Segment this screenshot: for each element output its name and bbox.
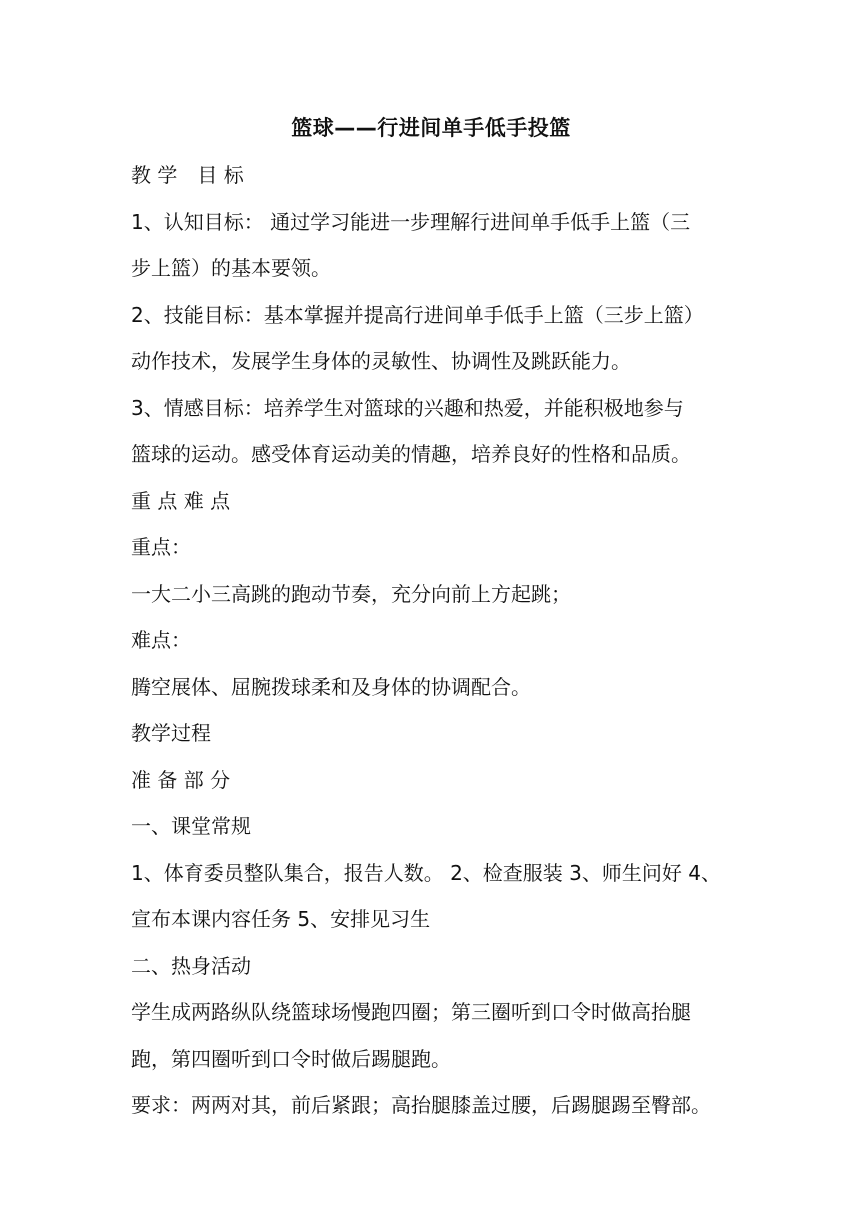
paragraph-line: 动作技术，发展学生身体的灵敏性、协调性及跳跃能力。 [131,349,631,373]
paragraph-line: 跑，第四圈听到口令时做后踢腿跑。 [131,1046,451,1071]
paragraph-line: 要求：两两对其，前后紧跟；高抬腿膝盖过腰，后踢腿踢至臀部。 [131,1093,711,1117]
paragraph-line: 难点： [131,628,191,652]
paragraph-line: 一、课堂常规 [131,814,251,838]
document-title: 篮球——行进间单手低手投篮 [291,116,571,140]
paragraph-line: 学生成两路纵队绕篮球场慢跑四圈；第三圈听到口令时做高抬腿 [131,1000,691,1024]
section-heading-preparation: 准 备 部 分 [131,767,231,792]
paragraph-line: 1、体育委员整队集合，报告人数。 2、检查服装 3、师生问好 4、 [131,860,721,885]
paragraph-line: 一大二小三高跳的跑动节奏，充分向前上方起跳； [131,581,571,606]
paragraph-line: 二、热身活动 [131,953,251,978]
paragraph-line: 宣布本课内容任务 5、安排见习生 [131,907,431,931]
section-heading-objectives: 教 学 目 标 [131,163,244,187]
paragraph-line: 2、技能目标：基本掌握并提高行进间单手低手上篮（三步上篮） [131,302,704,327]
paragraph-line: 腾空展体、屈腕拨球柔和及身体的协调配合。 [131,674,531,699]
paragraph-line: 篮球的运动。感受体育运动美的情趣，培养良好的性格和品质。 [131,442,691,466]
section-heading-key-points: 重 点 难 点 [131,488,231,513]
paragraph-line: 重点： [131,535,191,559]
paragraph-line: 步上篮）的基本要领。 [131,256,331,280]
section-heading-process: 教学过程 [131,721,211,745]
paragraph-line: 1、认知目标： 通过学习能进一步理解行进间单手低手上篮（三 [131,209,691,234]
paragraph-line: 3、情感目标：培养学生对篮球的兴趣和热爱，并能积极地参与 [131,395,684,420]
document-body [131,110,731,1129]
